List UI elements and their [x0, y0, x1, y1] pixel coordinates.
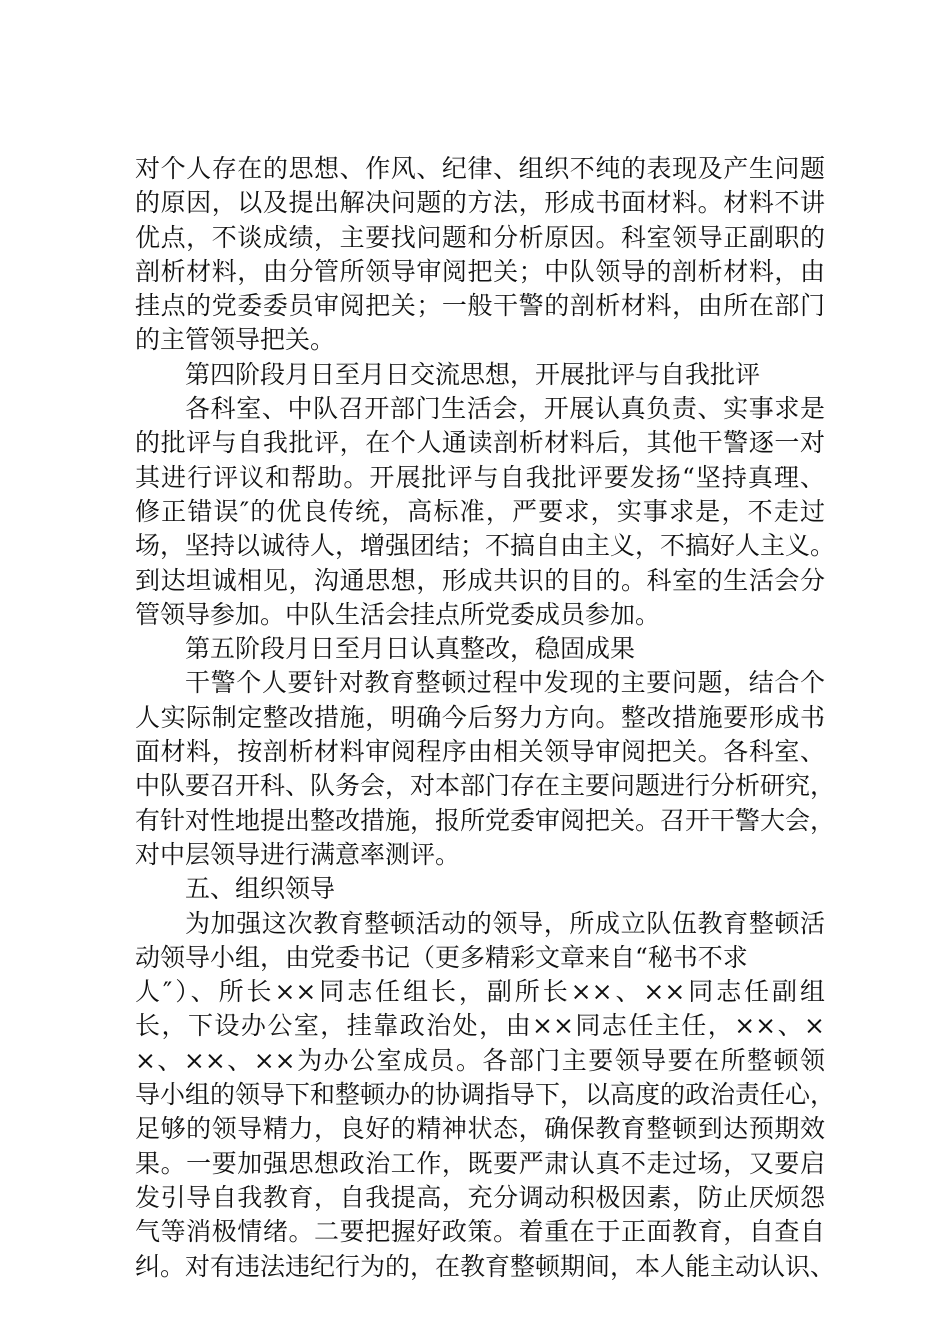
text-line: 场，坚持以诚待人，增强团结；不搞自由主义，不搞好人主义。: [135, 531, 836, 561]
text-line: 干警个人要针对教育整顿过程中发现的主要问题，结合个: [185, 668, 825, 698]
text-line: 修正错误″的优良传统，高标准，严要求，实事求是，不走过: [135, 496, 825, 526]
text-line: 其进行评议和帮助。开展批评与自我批评要发扬“坚持真理、: [135, 462, 825, 492]
text-line: ×、××、××为办公室成员。各部门主要领导要在所整顿领: [135, 1045, 825, 1075]
text-line: 人实际制定整改措施，明确今后努力方向。整改措施要形成书: [135, 702, 825, 732]
text-line: 长，下设办公室，挂靠政治处，由××同志任主任，××、×: [135, 1011, 825, 1041]
text-line: 的主管领导把关。: [135, 325, 336, 355]
text-line: 的原因，以及提出解决问题的方法，形成书面材料。材料不讲: [135, 188, 825, 218]
text-line: 对个人存在的思想、作风、纪律、组织不纯的表现及产生问题: [135, 154, 825, 183]
text-line: 纠。对有违法违纪行为的，在教育整顿期间，本人能主动认识、: [135, 1251, 836, 1281]
text-line: 导小组的领导下和整顿办的协调指导下，以高度的政治责任心，: [135, 1080, 836, 1110]
document-body: [135, 152, 836, 1284]
text-line: 果。一要加强思想政治工作，既要严肃认真不走过场，又要启: [135, 1148, 825, 1178]
text-line: 为加强这次教育整顿活动的领导，所成立队伍教育整顿活: [185, 908, 825, 938]
text-line: 面材料，按剖析材料审阅程序由相关领导审阅把关。各科室、: [135, 737, 825, 767]
text-line: 的批评与自我批评，在个人通读剖析材料后，其他干警逐一对: [135, 428, 825, 458]
text-line: 到达坦诚相见，沟通思想，形成共识的目的。科室的生活会分: [135, 565, 825, 595]
text-line: 优点，不谈成绩，主要找问题和分析原因。科室领导正副职的: [135, 222, 825, 252]
text-line: 第四阶段月日至月日交流思想，开展批评与自我批评: [185, 359, 761, 389]
text-line: 剖析材料，由分管所领导审阅把关；中队领导的剖析材料，由: [135, 256, 825, 286]
text-line: 足够的领导精力，良好的精神状态，确保教育整顿到达预期效: [135, 1114, 825, 1144]
text-line: 五、组织领导: [185, 874, 336, 904]
text-line: 中队要召开科、队务会，对本部门存在主要问题进行分析研究，: [135, 771, 836, 801]
text-line: 挂点的党委委员审阅把关；一般干警的剖析材料，由所在部门: [135, 291, 825, 321]
text-line: 人″）、所长××同志任组长，副所长××、××同志任副组: [135, 977, 825, 1007]
text-line: 管领导参加。中队生活会挂点所党委成员参加。: [135, 599, 661, 629]
text-line: 发引导自我教育，自我提高，充分调动积极因素，防止厌烦怨: [135, 1182, 825, 1212]
text-line: 有针对性地提出整改措施，报所党委审阅把关。召开干警大会，: [135, 805, 836, 835]
text-line: 对中层领导进行满意率测评。: [135, 839, 461, 869]
text-line: 第五阶段月日至月日认真整改，稳固成果: [185, 634, 636, 664]
text-line: 气等消极情绪。二要把握好政策。着重在于正面教育，自查自: [135, 1217, 825, 1247]
text-line: 各科室、中队召开部门生活会，开展认真负责、实事求是: [185, 394, 825, 424]
text-line: 动领导小组，由党委书记（更多精彩文章来自“秘书不求: [135, 942, 748, 972]
